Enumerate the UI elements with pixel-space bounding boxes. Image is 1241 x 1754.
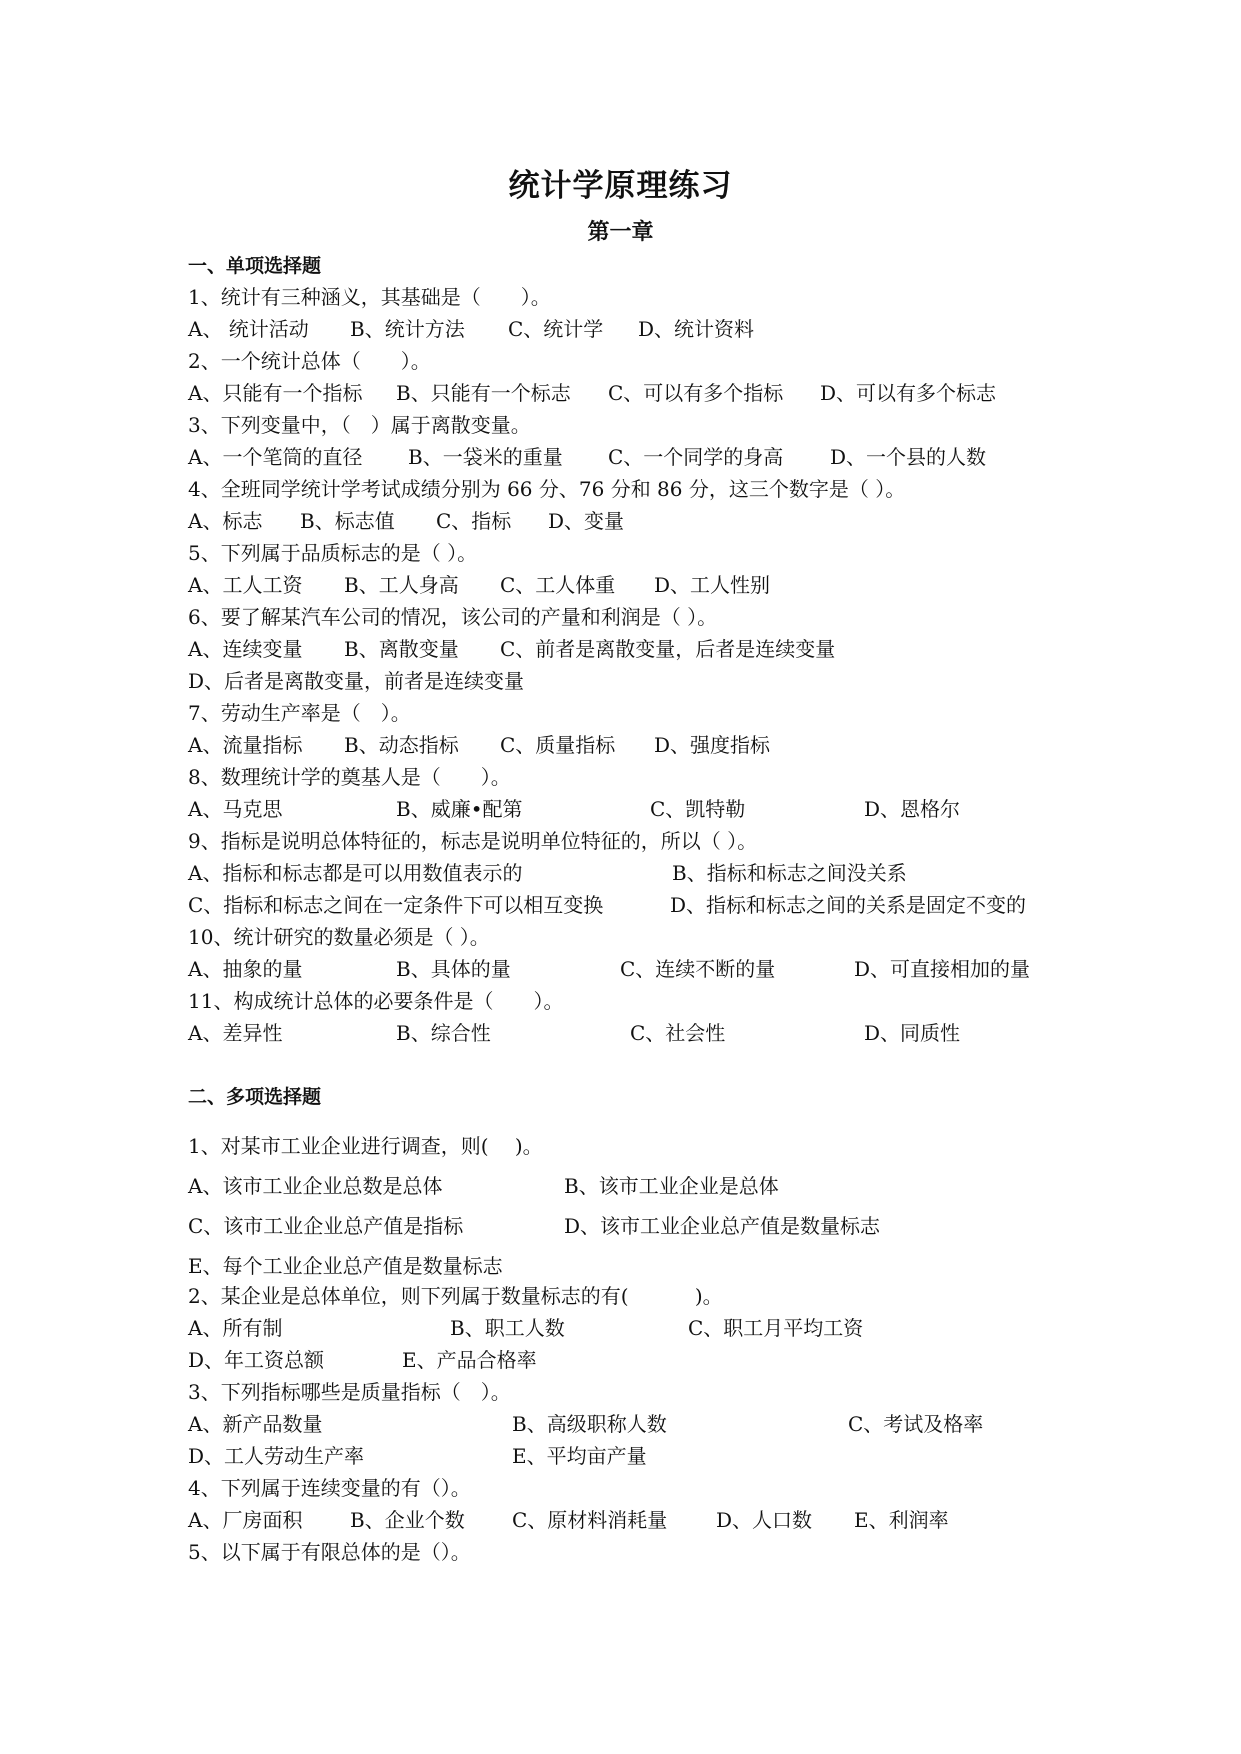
option-e: E、产品合格率 — [402, 1348, 537, 1372]
option-b: B、指标和标志之间没关系 — [672, 861, 907, 885]
option-c: C、统计学 — [508, 317, 604, 341]
option-b: B、离散变量 — [344, 637, 459, 661]
document-title: 统计学原理练习 — [508, 168, 733, 204]
option-d: D、恩格尔 — [864, 797, 961, 821]
option-d: D、一个县的人数 — [830, 445, 987, 469]
option-b: B、高级职称人数 — [512, 1412, 667, 1436]
question-6-option-d: D、后者是离散变量，前者是连续变量 — [188, 669, 525, 693]
question-11-stem: 11、构成统计总体的必要条件是（ ）。 — [188, 989, 564, 1013]
question-8-stem: 8、数理统计学的奠基人是（ ）。 — [188, 765, 511, 789]
section-heading-single-choice: 一、单项选择题 — [188, 255, 322, 277]
option-d: D、同质性 — [864, 1021, 961, 1045]
question-4-stem: 4、全班同学统计学考试成绩分别为 66 分、76 分和 86 分，这三个数字是（ ）。 — [188, 477, 906, 501]
option-e: E、利润率 — [854, 1508, 949, 1532]
option-c: C、质量指标 — [500, 733, 616, 757]
question-6-stem: 6、要了解某汽车公司的情况，该公司的产量和利润是（ ）。 — [188, 605, 718, 629]
option-d: D、可以有多个标志 — [820, 381, 997, 405]
option-b: B、只能有一个标志 — [396, 381, 571, 405]
option-b: B、具体的量 — [396, 957, 511, 981]
option-b: B、标志值 — [300, 509, 395, 533]
option-d: D、工人性别 — [654, 573, 771, 597]
option-d: D、人口数 — [716, 1508, 813, 1532]
option-c: C、原材料消耗量 — [512, 1508, 668, 1532]
question-10-stem: 10、统计研究的数量必须是（ ）。 — [188, 925, 490, 949]
option-a: A、连续变量 — [188, 637, 303, 661]
option-c: C、前者是离散变量，后者是连续变量 — [500, 637, 836, 661]
mc-question-1-option-e: E、每个工业企业总产值是数量标志 — [188, 1254, 503, 1278]
option-d: D、变量 — [548, 509, 625, 533]
option-c: C、一个同学的身高 — [608, 445, 784, 469]
option-b: B、统计方法 — [350, 317, 465, 341]
option-d: D、年工资总额 — [188, 1348, 325, 1372]
question-9-stem: 9、指标是说明总体特征的，标志是说明单位特征的，所以（ ）。 — [188, 829, 758, 853]
option-c: C、社会性 — [630, 1021, 726, 1045]
option-b: B、综合性 — [396, 1021, 491, 1045]
option-d: D、该市工业企业总产值是数量标志 — [564, 1214, 881, 1238]
option-d: D、可直接相加的量 — [854, 957, 1031, 981]
option-a: A、 统计活动 — [188, 317, 309, 341]
option-d: D、工人劳动生产率 — [188, 1444, 365, 1468]
option-a: A、工人工资 — [188, 573, 303, 597]
question-1-stem: 1、统计有三种涵义，其基础是（ ）。 — [188, 285, 551, 309]
option-c: C、指标和标志之间在一定条件下可以相互变换 — [188, 893, 604, 917]
mc-question-4-stem: 4、下列属于连续变量的有（）。 — [188, 1476, 471, 1500]
option-b: B、一袋米的重量 — [408, 445, 563, 469]
option-a: A、一个笔筒的直径 — [188, 445, 363, 469]
option-b: B、该市工业企业是总体 — [564, 1174, 779, 1198]
option-b: B、威廉•配第 — [396, 797, 523, 821]
option-b: B、企业个数 — [350, 1508, 465, 1532]
mc-question-3-stem: 3、下列指标哪些是质量指标（ ）。 — [188, 1380, 511, 1404]
option-a: A、马克思 — [188, 797, 283, 821]
option-e: E、平均亩产量 — [512, 1444, 647, 1468]
mc-question-5-stem: 5、以下属于有限总体的是（）。 — [188, 1540, 471, 1564]
question-7-stem: 7、劳动生产率是（ ）。 — [188, 701, 411, 725]
question-5-stem: 5、下列属于品质标志的是（ ）。 — [188, 541, 478, 565]
option-c: C、该市工业企业总产值是指标 — [188, 1214, 464, 1238]
option-a: A、新产品数量 — [188, 1412, 323, 1436]
option-a: A、标志 — [188, 509, 263, 533]
option-a: A、所有制 — [188, 1316, 283, 1340]
option-c: C、指标 — [436, 509, 512, 533]
option-c: C、可以有多个指标 — [608, 381, 784, 405]
option-c: C、工人体重 — [500, 573, 616, 597]
option-c: C、职工月平均工资 — [688, 1316, 864, 1340]
option-b: B、动态指标 — [344, 733, 459, 757]
option-b: B、工人身高 — [344, 573, 459, 597]
mc-question-1-stem: 1、对某市工业企业进行调查，则( )。 — [188, 1134, 543, 1158]
option-a: A、差异性 — [188, 1021, 283, 1045]
option-d: D、统计资料 — [638, 317, 755, 341]
option-b: B、职工人数 — [450, 1316, 565, 1340]
option-a: A、该市工业企业总数是总体 — [188, 1174, 443, 1198]
option-a: A、厂房面积 — [188, 1508, 303, 1532]
option-a: A、指标和标志都是可以用数值表示的 — [188, 861, 523, 885]
option-c: C、连续不断的量 — [620, 957, 776, 981]
chapter-heading: 第一章 — [587, 220, 654, 245]
option-c: C、凯特勒 — [650, 797, 746, 821]
option-a: A、流量指标 — [188, 733, 303, 757]
question-2-stem: 2、一个统计总体（ ）。 — [188, 349, 431, 373]
mc-question-2-stem: 2、某企业是总体单位，则下列属于数量标志的有( )。 — [188, 1284, 723, 1308]
question-3-stem: 3、下列变量中，（ ）属于离散变量。 — [188, 413, 531, 437]
option-a: A、抽象的量 — [188, 957, 303, 981]
section-heading-multiple-choice: 二、多项选择题 — [188, 1086, 322, 1108]
option-d: D、强度指标 — [654, 733, 771, 757]
option-d: D、指标和标志之间的关系是固定不变的 — [670, 893, 1027, 917]
option-a: A、只能有一个指标 — [188, 381, 363, 405]
option-c: C、考试及格率 — [848, 1412, 984, 1436]
